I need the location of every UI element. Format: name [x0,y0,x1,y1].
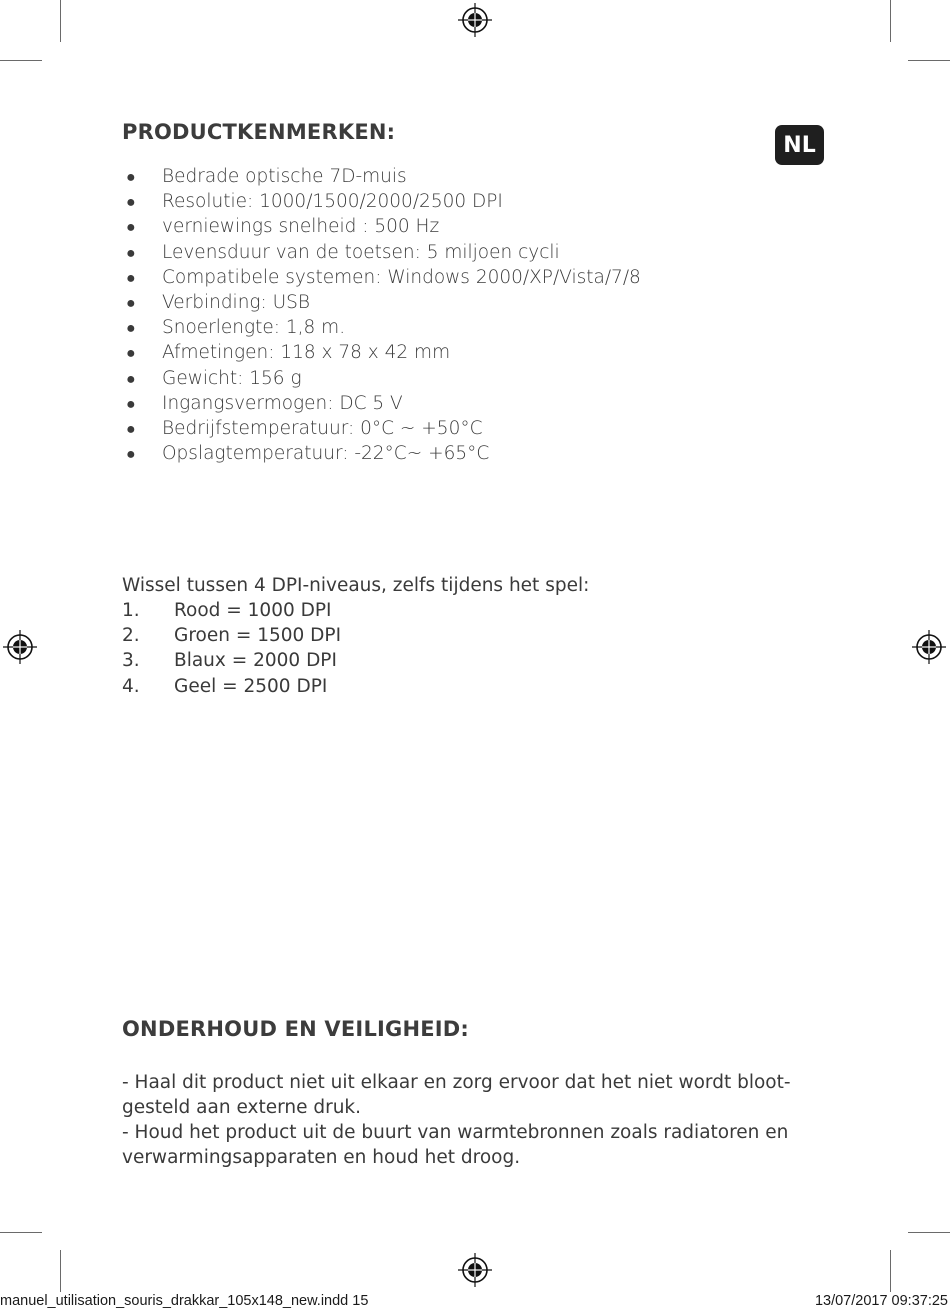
list-number: 1. [122,600,140,621]
list-item: ● Levensduur van de toetsen: 5 miljoen cycli [122,240,802,265]
crop-mark-bottom-left-h [0,1232,42,1233]
bullet-icon: ● [126,292,136,312]
dpi-intro: Wissel tussen 4 DPI-niveaus, zelfs tijdens het spel: [122,575,590,596]
maintenance-title: ONDERHOUD EN VEILIGHEID: [122,1017,470,1041]
bullet-icon: ● [126,192,136,212]
slug-datetime: 13/07/2017 09:37:25 [814,1293,948,1309]
bullet-icon: ● [126,368,136,388]
registration-mark-icon [3,630,37,664]
list-number: 4. [122,675,140,697]
list-item: 1. Rood = 1000 DPI [122,598,341,623]
list-item: ● Resolutie: 1000/1500/2000/2500 DPI [122,189,802,214]
list-item: ● Ingangsvermogen: DC 5 V [122,391,802,416]
registration-mark-icon [458,1253,492,1287]
bullet-icon: ● [126,267,136,287]
bullet-icon: ● [126,418,136,438]
slug-file-info: manuel_utilisation_souris_drakkar_105x148_new.indd 15 [0,1293,369,1309]
crop-mark-top-left-h [0,60,42,61]
list-item: ● Opslagtemperatuur: -22°C~ +65°C [122,441,802,466]
list-item: ● Compatibele systemen: Windows 2000/XP/Vista/7/8 [122,265,802,290]
bullet-icon: ● [126,242,136,262]
maintenance-paragraph: - Haal dit product niet uit elkaar en zorg ervoor dat het niet wordt bloot-gesteld aan externe druk. [122,1072,791,1119]
registration-mark-icon [912,630,946,664]
list-item: ● Snoerlengte: 1,8 m. [122,315,802,340]
crop-mark-top-left [60,0,61,42]
maintenance-paragraph: - Houd het product uit de buurt van warmtebronnen zoals radiatoren en verwarmingsapparaten en houd het droog. [122,1122,789,1169]
crop-mark-top-right [890,0,891,42]
features-list [122,164,802,466]
language-badge: NL [775,125,824,165]
list-item: ● Bedrade optische 7D-muis [122,164,802,189]
crop-mark-bottom-left [60,1250,61,1292]
registration-mark-icon [458,3,492,37]
bullet-icon: ● [126,444,136,464]
crop-mark-bottom-right-h [908,1232,950,1233]
bullet-icon: ● [126,318,136,338]
list-item: ● Gewicht: 156 g [122,366,802,391]
list-item: ● verniewings snelheid : 500 Hz [122,214,802,239]
list-item: ● Verbinding: USB [122,290,802,315]
bullet-icon: ● [126,343,136,363]
bullet-icon: ● [126,167,136,186]
list-number: 3. [122,650,140,672]
list-item: 3. Blaux = 2000 DPI [122,648,341,673]
list-item: 2. Groen = 1500 DPI [122,623,341,648]
dpi-list [122,598,341,699]
list-item: ● Bedrijfstemperatuur: 0°C ~ +50°C [122,416,802,441]
features-title: PRODUCTKENMERKEN: [122,120,396,144]
bullet-icon: ● [126,217,136,237]
list-item: 4. Geel = 2500 DPI [122,674,341,699]
crop-mark-top-right-h [908,60,950,61]
list-item: ● Afmetingen: 118 x 78 x 42 mm [122,340,802,365]
bullet-icon: ● [126,393,136,413]
list-number: 2. [122,625,140,647]
crop-mark-bottom-right [890,1250,891,1292]
